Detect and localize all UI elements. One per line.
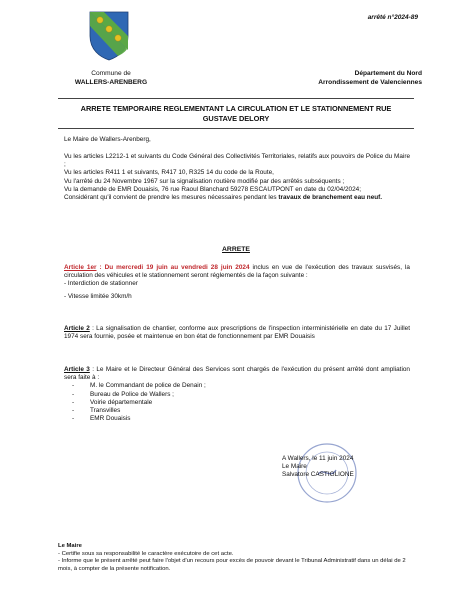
document-title-line2: GUSTAVE DELORY bbox=[202, 114, 270, 123]
department-block bbox=[272, 69, 422, 87]
article-3 bbox=[64, 366, 410, 423]
vu-clause-1: Vu les articles L2212-1 et suivants du Code Général des Collectivités Territoriales, relatifs aux pouvoirs de Police du Maire ; bbox=[64, 153, 410, 169]
commune-crest-logo bbox=[88, 10, 130, 62]
article-1 bbox=[64, 264, 410, 301]
vu-clause-2: Vu les articles R411 1 et suivants, R417 10, R325 14 du code de la Route, bbox=[64, 169, 274, 177]
list-item: - Bureau de Police de Wallers ; bbox=[64, 391, 410, 399]
list-item: - Transvilles bbox=[64, 407, 410, 415]
vu-clause-4: Vu la demande de EMR Douaisis, 76 rue Raoul Blanchard 59278 ESCAUTPONT en date du 02/04/2024; bbox=[64, 185, 361, 193]
article-3-title: Article 3 bbox=[64, 366, 90, 373]
article-1-item-parking: - Interdiction de stationner bbox=[64, 280, 138, 288]
article-3-body: : Le Maire et le Directeur Général des Services sont chargés de l'exécution du présent arrêté dont ampliation sera faite à : bbox=[64, 366, 410, 382]
signature-block bbox=[282, 455, 354, 480]
considerant-works: travaux de branchement eau neuf. bbox=[278, 194, 383, 202]
considerant-text: Considérant qu'il convient de prendre les mesures nécessaires pendant les bbox=[64, 194, 279, 202]
article-2-body: : La signalisation de chantier, conforme aux prescriptions de l'inspection interministérielle en date du 17 Juillet 1974 sera fournie, posée et maintenue en bon état de fonctionnement par EMR Douaisis bbox=[64, 325, 410, 341]
title-top-rule bbox=[58, 98, 414, 99]
article-1-sep: : bbox=[96, 264, 105, 271]
considerant-clause bbox=[64, 194, 410, 202]
list-item: - M. le Commandant de police de Denain ; bbox=[64, 382, 410, 390]
article-2-title: Article 2 bbox=[64, 325, 90, 332]
list-item: - Voirie départementale bbox=[64, 399, 410, 407]
footer-appeal: - Informe que le présent arrêté peut faire l'objet d'un recours pour excès de pouvoir devant le Tribunal Administratif dans un délai de 2 mois, à compter de la présente notification. bbox=[58, 558, 406, 572]
article-3-text bbox=[64, 366, 410, 382]
article-1-title-text: Article 1er bbox=[64, 264, 97, 271]
mayor-opening: Le Maire de Wallers-Arenberg, bbox=[64, 136, 151, 143]
title-bottom-rule bbox=[58, 128, 414, 129]
article-1-dates: Du mercredi 19 juin au vendredi 28 juin 2024 bbox=[104, 264, 250, 271]
recipient-list bbox=[64, 382, 410, 423]
article-1-title bbox=[64, 264, 97, 271]
arrondissement-name: Arrondissement de Valenciennes bbox=[318, 79, 422, 86]
article-2 bbox=[64, 325, 410, 341]
commune-name: WALLERS-ARENBERG bbox=[74, 79, 148, 86]
commune-label: Commune de bbox=[91, 70, 131, 77]
signature-name: Salvatore CASTIGLIONE bbox=[282, 471, 354, 479]
preamble bbox=[64, 153, 410, 202]
arrete-number: arrêté n°2024-89 bbox=[367, 14, 418, 21]
arrete-heading: ARRETE bbox=[222, 246, 250, 253]
vu-clause-3: Vu l'arrêté du 24 Novembre 1967 sur la signalisation routière modifié par des arrêtés subséquents ; bbox=[64, 177, 345, 185]
document-title bbox=[58, 104, 414, 124]
commune-block bbox=[56, 69, 166, 87]
document-title-line1: ARRETE TEMPORAIRE REGLEMENTANT LA CIRCULATION ET LE STATIONNEMENT RUE bbox=[80, 104, 392, 113]
article-1-text bbox=[64, 264, 410, 280]
footer-certify: - Certifie sous sa responsabilité le caractère exécutoire de cet acte. bbox=[58, 550, 234, 557]
department-name: Département du Nord bbox=[354, 70, 422, 77]
signature-role: Le Maire bbox=[282, 463, 307, 471]
signature-place-date: A Wallers, le 11 juin 2024 bbox=[282, 455, 354, 462]
footer-title: Le Maire bbox=[58, 543, 82, 549]
footer-notice bbox=[58, 543, 414, 573]
article-1-body: inclus en vue de l'exécution des travaux susvisés, la circulation des véhicules et le stationnement seront réglementés de la façon suivante : bbox=[64, 264, 410, 280]
list-item: - EMR Douaisis bbox=[64, 415, 410, 423]
article-1-item-speed: - Vitesse limitée 30km/h bbox=[64, 292, 132, 300]
